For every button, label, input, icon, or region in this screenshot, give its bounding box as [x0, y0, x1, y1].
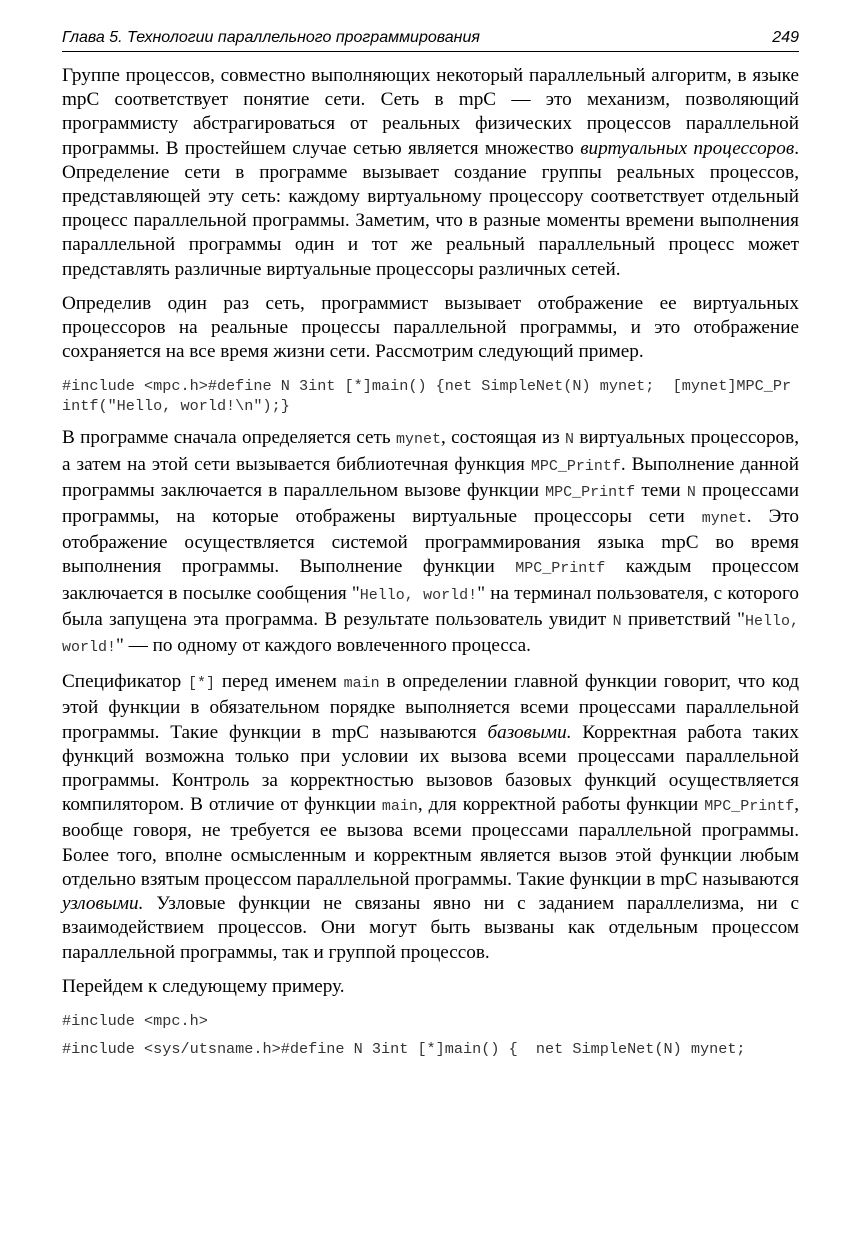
inline-code: Hello, world! — [62, 612, 800, 657]
inline-code: MPC_Printf — [530, 457, 621, 475]
code-example-2-line-1: #include <mpc.h> — [62, 1011, 208, 1030]
text: , для корректной работы функции — [417, 794, 705, 816]
text: теми — [635, 479, 687, 501]
paragraph-mapping: Определив один раз сеть, программист вызывает отображение ее виртуальных процессоров на реальные процессы параллельной программы, и это отображение сохраняется на все время жизни сети. Рассмотрим следующий пример. — [62, 292, 799, 363]
inline-code: N — [565, 431, 575, 449]
running-header — [62, 28, 799, 52]
inline-code: MPC_Printf — [704, 798, 795, 816]
text: приветствий " — [621, 608, 745, 630]
paragraph-next-example: Перейдем к следующему примеру. — [62, 975, 345, 997]
code-example-2-line-2: #include <sys/utsname.h>#define N 3int [*]main() { net SimpleNet(N) mynet; — [62, 1039, 746, 1058]
text: каждым процессом заключается в посылке сообщения " — [62, 556, 799, 604]
inline-code: N — [612, 612, 622, 630]
paragraph-program-explanation — [62, 426, 799, 660]
text: Группе процессов, совместно выполняющих некоторый параллельный алгоритм, в языке mpC соответствует понятие сети. Сеть в mpC — это механизм, позволяющий программисту абстрагироваться от реальных физических процессов параллельной программы. В простейшем случае сетью является множество — [62, 65, 799, 159]
text: перед именем — [215, 671, 344, 693]
inline-code: main — [343, 675, 380, 693]
text: Корректная работа таких функций возможна только при условии их вызова всеми процессами параллельной программы. Контроль за корректностью вызовов базовых функций осуществляется компилятором. В отличие от функции — [62, 721, 799, 816]
page-number: 249 — [772, 29, 799, 46]
inline-code: MPC_Printf — [515, 560, 606, 578]
inline-code: main — [381, 798, 418, 816]
inline-code: mynet — [701, 510, 747, 528]
emphasis: виртуальных процессоров — [580, 137, 795, 159]
emphasis: узловыми. — [62, 893, 144, 915]
emphasis: базовыми. — [487, 721, 572, 743]
text: Спецификатор — [62, 671, 188, 693]
chapter-title: Глава 5. Технологии параллельного программирования — [62, 29, 480, 46]
text: В программе сначала определяется сеть — [62, 427, 396, 449]
inline-code: [*] — [188, 675, 216, 693]
text: . Определение сети в программе вызывает создание группы реальных процессов, представляющей эту сеть: каждому виртуальному процессору соответствует отдельный процесс параллельной программы. Заметим, что в разные моменты времени выполнения параллельной программы один и тот же реальный параллельный процесс может представлять различные виртуальные процессоры различных сетей. — [62, 137, 799, 280]
text: . Это отображение осуществляется системой программирования языка mpC во время выполнения программы. Выполнение функции — [62, 506, 799, 578]
text: . Выполнение данной программы заключается в параллельном вызове функции — [62, 453, 800, 501]
paragraph-networks — [62, 64, 799, 282]
text: , состоящая из — [440, 427, 566, 449]
inline-code: mynet — [395, 431, 441, 449]
text: процессами программы, на которые отображены виртуальные процессоры сети — [62, 479, 800, 528]
text: виртуальных процессоров, а затем на этой сети вызывается библиотечная функция — [62, 427, 799, 475]
text: " на терминал пользователя, с которого была запущена эта программа. В результате пользователь увидит — [62, 582, 799, 630]
paragraph-specifier — [62, 670, 799, 964]
page — [62, 28, 799, 1059]
inline-code: Hello, world! — [359, 586, 478, 604]
text: " — по одному от каждого вовлеченного процесса. — [116, 635, 531, 657]
inline-code: N — [686, 483, 696, 501]
text: , вообще говоря, не требуется ее вызова всеми процессами параллельной программы. Более того, вполне осмысленным и корректным является вызов этой функции любым отдельно взятым процессом параллельной программы. Такие функции в mpC называются — [62, 794, 799, 890]
text: Узловые функции не связаны явно ни с заданием параллелизма, ни с взаимодействием процессов. Они могут быть вызваны как отдельным процессом параллельной программы, так и группой процессов. — [62, 893, 799, 963]
text: в определении главной функции говорит, что код этой функции в обязательном порядке выполняется всеми процессами параллельной программы. Такие функции в mpC называются — [62, 671, 799, 743]
inline-code: MPC_Printf — [545, 483, 636, 501]
code-example-1: #include <mpc.h>#define N 3int [*]main() {net SimpleNet(N) mynet; [mynet]MPC_Printf("Hello, world!\n");} — [62, 377, 792, 416]
